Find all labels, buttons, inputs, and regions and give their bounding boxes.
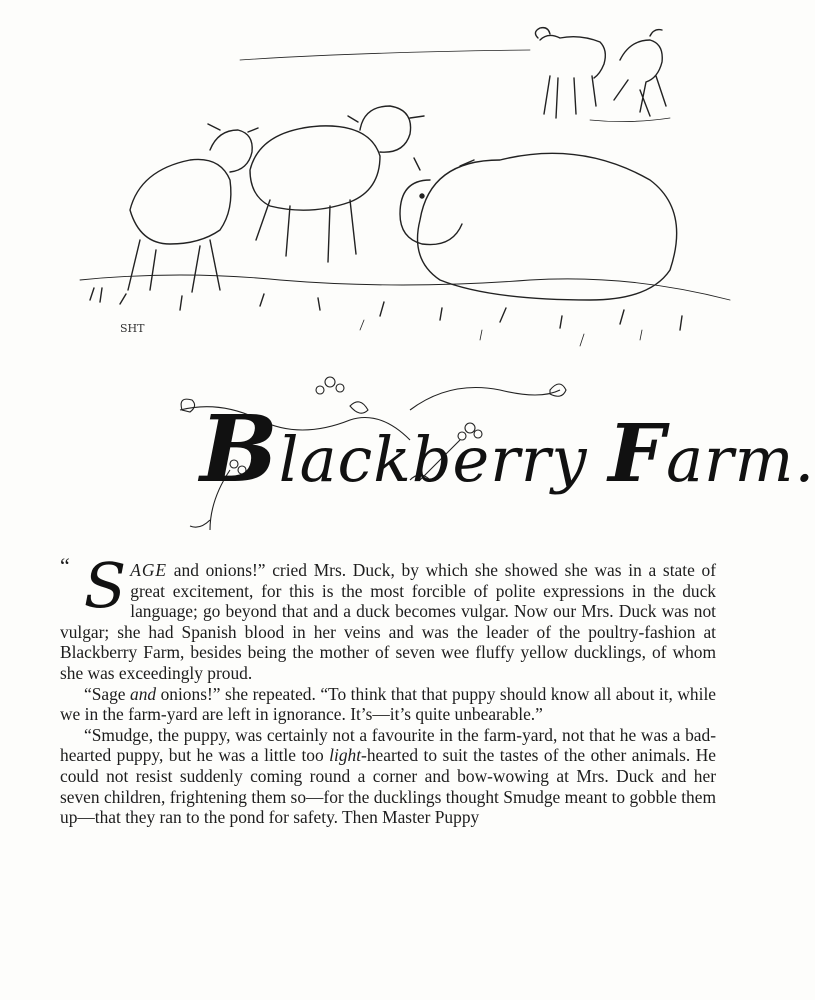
lamb-left xyxy=(128,124,258,292)
drop-cap-continuation: AGE xyxy=(130,560,168,580)
title-second-initial: F xyxy=(608,406,667,500)
title-initial: B xyxy=(200,395,279,503)
paragraph-1 xyxy=(60,549,716,684)
paragraph-2-text-b: onions!” she repeated. “To think that that puppy should know all about it, while we in the farm-yard are left in ignorance. It’s—it’s quite unbearable.” xyxy=(60,683,717,725)
sheep-illustration xyxy=(60,10,740,355)
paragraph-2-text-a: “Sage xyxy=(84,683,131,704)
paragraph-3-text-a: “Smudge, the puppy, was certainly not a favourite in the farm-yard, not that he was a bad-hearted puppy, but he was a little too xyxy=(60,724,716,766)
paragraph-3-text-b: -hearted to suit the tastes of the other animals. He could not resist suddenly coming round a corner and bow-wowing at Mrs. Duck and her seven children, frightening them so—for the ducklings thought Smudge meant to gobble them up—that they ran to the pond for safety. Then Master Puppy xyxy=(60,745,716,828)
opening-quote: “ xyxy=(60,553,70,578)
title-middle: lackberry xyxy=(278,423,588,496)
distant-lambs xyxy=(535,28,670,122)
paragraph-3-emphasis: light xyxy=(329,745,362,766)
paragraph-1-text: and onions!” cried Mrs. Duck, by which she showed she was in a state of great excitement, for this is the most forcible of polite expressions in the duck language; go beyond that and a duck becomes vulgar. Now our Mrs. Duck was not vulgar; she had Spanish blood in her veins and was the leader of the poultry-fashion at Blackberry Farm, besides being the mother of seven wee fluffy yellow ducklings, of whom she was exceedingly proud. xyxy=(60,560,716,683)
chapter-title xyxy=(200,395,815,503)
illustrator-signature: SHT xyxy=(120,322,145,335)
paragraph-2 xyxy=(60,684,716,725)
drop-cap: S xyxy=(83,549,127,622)
lamb-middle xyxy=(250,106,424,262)
story-text xyxy=(60,549,717,828)
title-end: arm. xyxy=(666,423,815,496)
paragraph-2-emphasis: and xyxy=(130,683,157,704)
paragraph-3 xyxy=(60,725,716,828)
ewe xyxy=(400,153,677,300)
